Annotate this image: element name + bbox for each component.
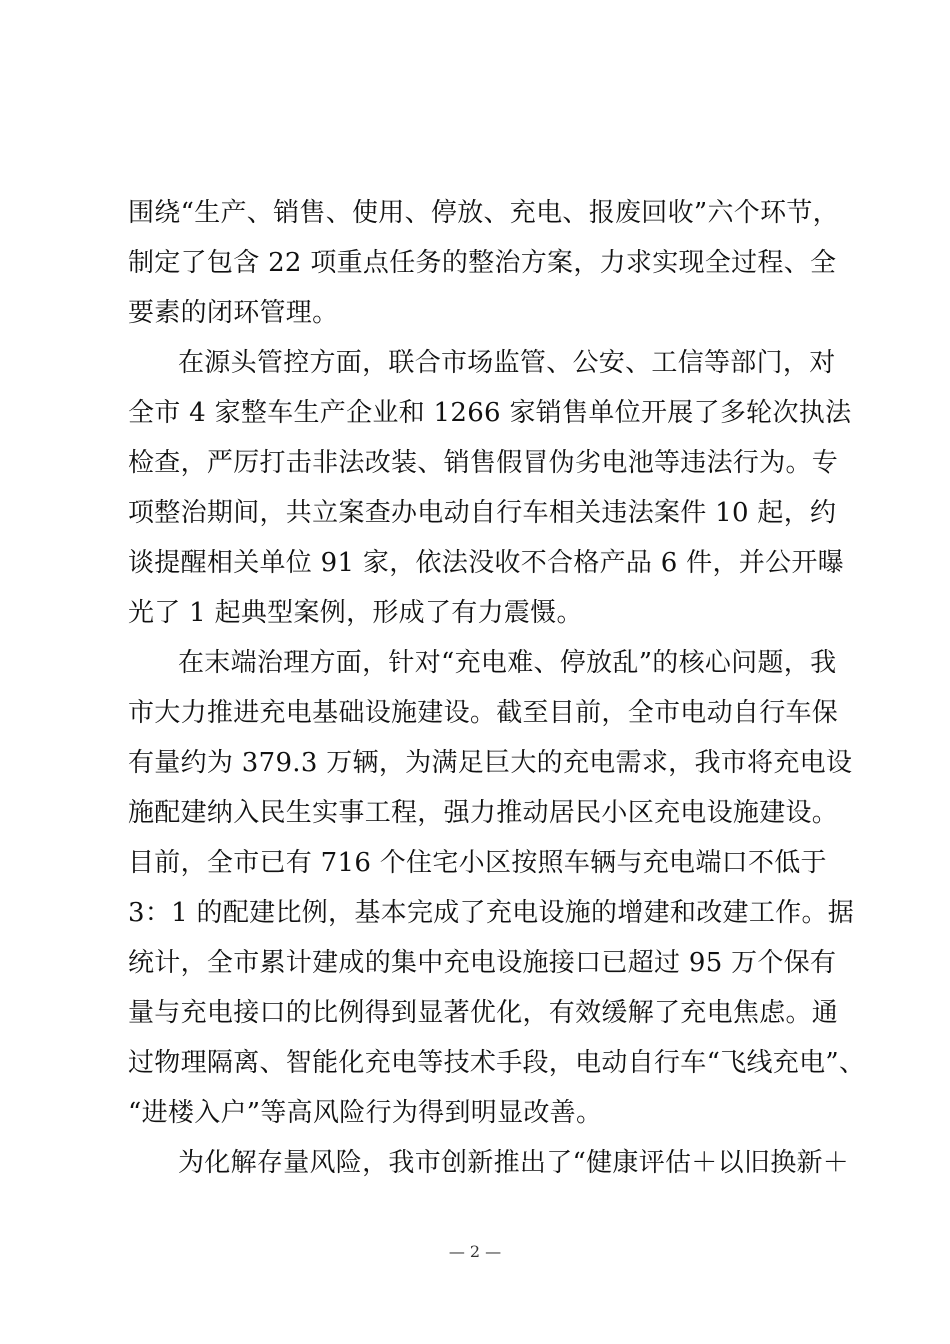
text-line: 谈提醒相关单位 91 家，依法没收不合格产品 6 件，并公开曝 bbox=[128, 548, 844, 578]
text-line: 检查，严厉打击非法改装、销售假冒伪劣电池等违法行为。专 bbox=[128, 448, 839, 478]
paragraph-first-line: 在源头管控方面，联合市场监管、公安、工信等部门，对 bbox=[178, 348, 836, 378]
paragraph-first-line: 在末端治理方面，针对“充电难、停放乱”的核心问题，我 bbox=[178, 648, 837, 678]
text-line: 过物理隔离、智能化充电等技术手段，电动自行车“飞线充电”、 bbox=[128, 1048, 866, 1078]
text-line: 统计，全市累计建成的集中充电设施接口已超过 95 万个保有 bbox=[128, 948, 837, 978]
text-line: 量与充电接口的比例得到显著优化，有效缓解了充电焦虑。通 bbox=[128, 998, 839, 1028]
text-line: 制定了包含 22 项重点任务的整治方案，力求实现全过程、全 bbox=[128, 248, 837, 278]
text-line: 要素的闭环管理。 bbox=[128, 298, 339, 328]
text-line: 光了 1 起典型案例，形成了有力震慑。 bbox=[128, 598, 583, 628]
text-line: 全市 4 家整车生产企业和 1266 家销售单位开展了多轮次执法 bbox=[128, 398, 852, 428]
text-line: 项整治期间，共立案查办电动自行车相关违法案件 10 起，约 bbox=[128, 498, 837, 528]
text-line: 施配建纳入民生实事工程，强力推动居民小区充电设施建设。 bbox=[128, 798, 839, 828]
page-number: — 2 — bbox=[448, 1242, 502, 1261]
text-line: 有量约为 379.3 万辆，为满足巨大的充电需求，我市将充电设 bbox=[128, 748, 853, 778]
text-line: 市大力推进充电基础设施建设。截至目前，全市电动自行车保 bbox=[128, 698, 839, 728]
text-line: 3：1 的配建比例，基本完成了充电设施的增建和改建工作。据 bbox=[128, 898, 855, 928]
paragraph-first-line: 为化解存量风险，我市创新推出了“健康评估＋以旧换新＋ bbox=[178, 1148, 850, 1178]
text-line: 围绕“生产、销售、使用、停放、充电、报废回收”六个环节， bbox=[128, 198, 839, 228]
text-line: “进楼入户”等高风险行为得到明显改善。 bbox=[128, 1098, 603, 1128]
text-line: 目前，全市已有 716 个住宅小区按照车辆与充电端口不低于 bbox=[128, 848, 827, 878]
